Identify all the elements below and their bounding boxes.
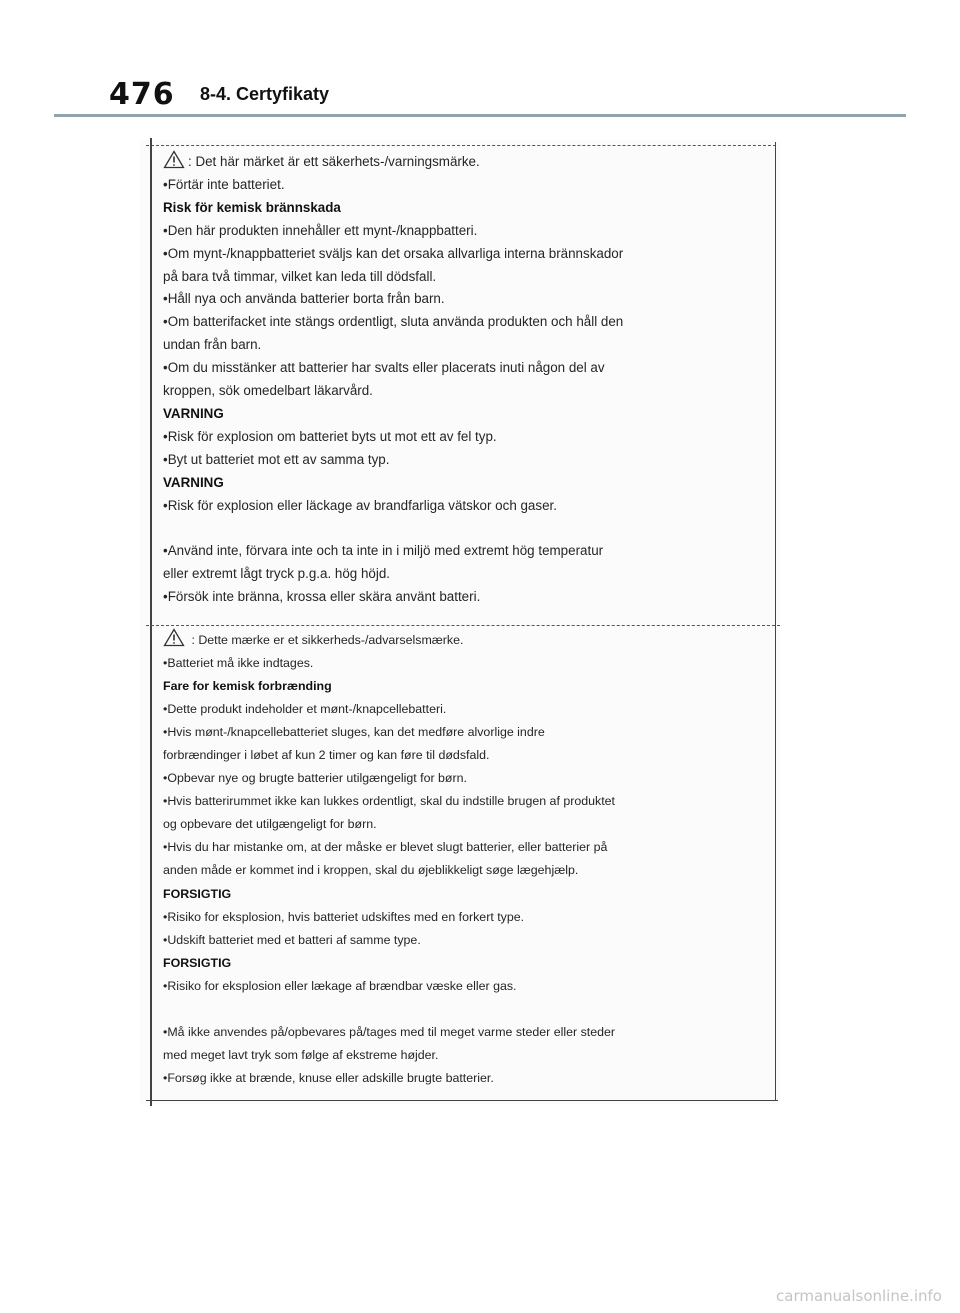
swedish-heading: VARNING: [163, 405, 224, 421]
danish-text-line: •Hvis du har mistanke om, at der måske er blevet slugt batterier, eller batterier på: [163, 840, 608, 855]
frame-top-rule: [146, 145, 776, 146]
danish-text-line: anden måde er kommet ind i kroppen, skal du øjeblikkeligt søge lægehjælp.: [163, 863, 579, 878]
danish-text-line: med meget lavt tryk som følge af ekstreme højder.: [163, 1047, 439, 1062]
swedish-text-line: •Försök inte bränna, krossa eller skära använt batteri.: [163, 589, 481, 605]
swedish-symbol-line: [163, 150, 763, 174]
danish-symbol-text: : Dette mærke er et sikkerheds-/advarselsmærke.: [188, 633, 464, 647]
section-title: 8-4. Certyfikaty: [200, 84, 330, 104]
swedish-text-line: •Risk för explosion om batteriet byts ut mot ett av fel typ.: [163, 428, 497, 444]
swedish-text-line: på bara två timmar, vilket kan leda till dödsfall.: [163, 268, 437, 284]
swedish-warning-block: [163, 150, 763, 609]
danish-text-line: •Hvis mønt-/knapcellebatteriet sluges, kan det medføre alvorlige indre: [163, 725, 545, 740]
danish-spacer: [163, 998, 763, 1021]
swedish-text-line: eller extremt lågt tryck p.g.a. hög höjd.: [163, 566, 391, 582]
swedish-spacer: [163, 518, 763, 541]
frame-bottom-rule: [146, 1100, 778, 1101]
swedish-heading: Risk för kemisk brännskada: [163, 199, 341, 215]
danish-text-line: •Risiko for eksplosion, hvis batteriet udskiftes med en forkert type.: [163, 909, 525, 924]
danish-text-line: •Batteriet må ikke indtages.: [163, 656, 314, 671]
danish-text-line: •Forsøg ikke at brænde, knuse eller adskille brugte batterier.: [163, 1070, 494, 1085]
danish-heading: FORSIGTIG: [163, 886, 232, 901]
danish-text-line: forbrændinger i løbet af kun 2 timer og kan føre til dødsfald.: [163, 748, 490, 763]
header-divider: [54, 114, 906, 117]
swedish-text-lines: [163, 174, 763, 609]
danish-text-line: •Dette produkt indeholder et mønt-/knapcellebatteri.: [163, 702, 447, 717]
danish-heading: Fare for kemisk forbrænding: [163, 679, 332, 694]
danish-text-line: •Opbevar nye og brugte batterier utilgængeligt for børn.: [163, 771, 467, 786]
danish-text-lines: [163, 652, 763, 1090]
danish-heading: FORSIGTIG: [163, 955, 232, 970]
swedish-text-line: kroppen, sök omedelbart läkarvård.: [163, 383, 373, 399]
swedish-text-line: •Håll nya och använda batterier borta från barn.: [163, 291, 445, 307]
warning-triangle-icon: [163, 150, 185, 169]
danish-text-line: •Udskift batteriet med et batteri af samme type.: [163, 932, 421, 947]
danish-warning-block: [163, 628, 763, 1090]
danish-text-line: •Må ikke anvendes på/opbevares på/tages med til meget varme steder eller steder: [163, 1024, 616, 1039]
danish-text-line: og opbevare det utilgængeligt for børn.: [163, 817, 377, 832]
swedish-text-line: •Om mynt-/knappbatteriet sväljs kan det orsaka allvarliga interna brännskador: [163, 245, 624, 261]
swedish-text-line: undan från barn.: [163, 337, 262, 353]
swedish-text-line: •Använd inte, förvara inte och ta inte in i miljö med extremt hög temperatur: [163, 543, 604, 559]
swedish-text-line: •Om batterifacket inte stängs ordentligt, sluta använda produkten och håll den: [163, 314, 624, 330]
frame-middle-rule: [146, 625, 780, 626]
danish-text-line: •Risiko for eksplosion eller lækage af brændbar væske eller gas.: [163, 978, 517, 993]
swedish-text-line: •Om du misstänker att batterier har svalts eller placerats inuti någon del av: [163, 360, 605, 376]
swedish-text-line: •Förtär inte batteriet.: [163, 176, 285, 192]
swedish-text-line: •Risk för explosion eller läckage av brandfarliga vätskor och gaser.: [163, 497, 557, 513]
swedish-text-line: •Den här produkten innehåller ett mynt-/knappbatteri.: [163, 222, 478, 238]
page-number: 476: [109, 77, 175, 112]
swedish-text-line: •Byt ut batteriet mot ett av samma typ.: [163, 451, 390, 467]
warning-triangle-icon: [163, 628, 185, 647]
frame-right-rule: [775, 142, 776, 1100]
watermark: carmanualsonline.info: [776, 1287, 942, 1305]
danish-symbol-line: [163, 628, 763, 652]
danish-text-line: •Hvis batterirummet ikke kan lukkes ordentligt, skal du indstille brugen af produktet: [163, 794, 615, 809]
swedish-heading: VARNING: [163, 474, 224, 490]
page-header: [0, 0, 960, 120]
frame-left-rule: [150, 138, 152, 1106]
swedish-symbol-text: : Det här märket är ett säkerhets-/varningsmärke.: [188, 154, 480, 169]
